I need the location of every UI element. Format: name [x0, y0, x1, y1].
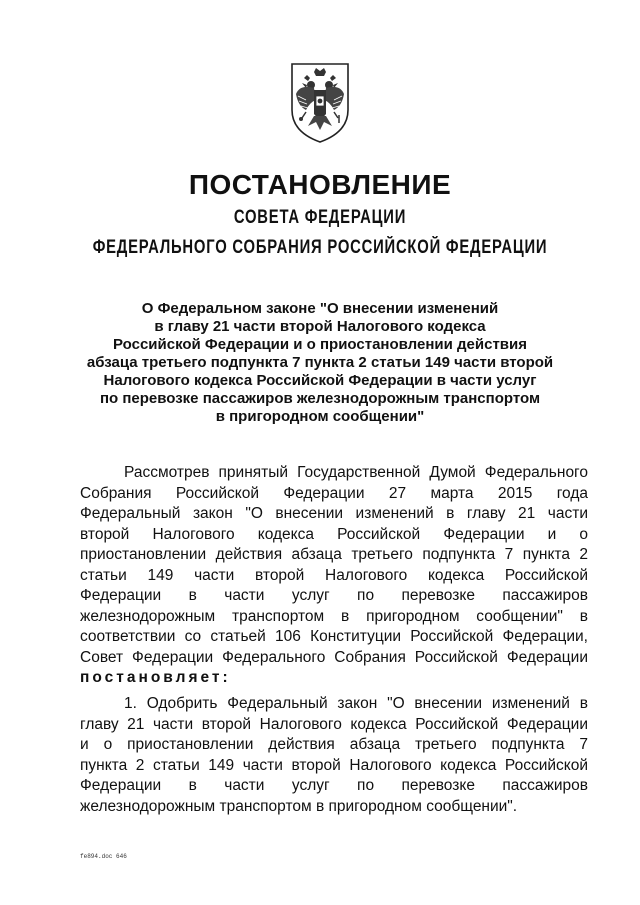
- subject-line: по перевозке пассажиров железнодорожным транспортом: [99, 390, 541, 407]
- subject-line: в главу 21 части второй Налогового кодекса: [154, 318, 486, 335]
- body-line: пункта 2 статьи 149 части второй Налогового кодекса Российской: [80, 756, 588, 774]
- body-line: соответствии со статьей 106 Конституции Российской Федерации,: [80, 628, 588, 645]
- body-line: статьи 149 части второй Налогового кодекса Российской: [80, 566, 588, 584]
- subject-line: абзаца третьего подпункта 7 пункта 2 статьи 149 части второй: [86, 354, 554, 371]
- subject-line: Налогового кодекса Российской Федерации в части услуг: [103, 372, 537, 389]
- subject-line: Российской Федерации и о приостановлении действия: [113, 336, 527, 353]
- body-line: второй Налогового кодекса Российской Федерации и о: [80, 525, 588, 543]
- subject-line: в пригородном сообщении": [215, 408, 425, 425]
- preamble-paragraph: [80, 463, 588, 689]
- document-subject: [0, 300, 640, 426]
- body-line: железнодорожным транспортом в пригородном сообщении".: [80, 797, 518, 815]
- subject-line: О Федеральном законе "О внесении изменений: [141, 300, 499, 317]
- body-line: Рассмотрев принятый Государственной Думой Федерального: [124, 464, 588, 481]
- resolves-word: постановляет:: [80, 669, 231, 686]
- body-line: Федеральный закон "О внесении изменений в главу 21 части: [80, 505, 588, 522]
- body-line: приостановлении действия абзаца третьего подпункта 7 пункта 2: [80, 546, 588, 563]
- body-line: Федерации в части услуг по перевозке пассажиров: [80, 777, 588, 794]
- document-subtitle-council: СОВЕТА ФЕДЕРАЦИИ: [233, 207, 407, 228]
- body-line: 1. Одобрить Федеральный закон "О внесении изменений в: [124, 695, 588, 712]
- document-file-code: fe894.doc 646: [80, 853, 127, 860]
- body-line: Федерации в части услуг по перевозке пассажиров: [80, 587, 588, 604]
- body-line: Собрания Российской Федерации 27 марта 2015 года: [80, 484, 588, 502]
- body-line: железнодорожным транспортом в пригородном сообщении" в: [80, 607, 588, 625]
- body-line: Совет Федерации Федерального Собрания Российской Федерации: [80, 648, 588, 666]
- document-title: ПОСТАНОВЛЕНИЕ: [188, 169, 452, 200]
- body-line: главу 21 части второй Налогового кодекса Российской Федерации: [80, 715, 588, 733]
- russian-coat-of-arms-icon: [286, 60, 354, 144]
- resolution-item-1: [80, 694, 588, 817]
- body-line: и о приостановлении действия абзаца третьего подпункта 7: [80, 736, 588, 753]
- document-subtitle-assembly: ФЕДЕРАЛЬНОГО СОБРАНИЯ РОССИЙСКОЙ ФЕДЕРАЦИИ: [92, 237, 548, 258]
